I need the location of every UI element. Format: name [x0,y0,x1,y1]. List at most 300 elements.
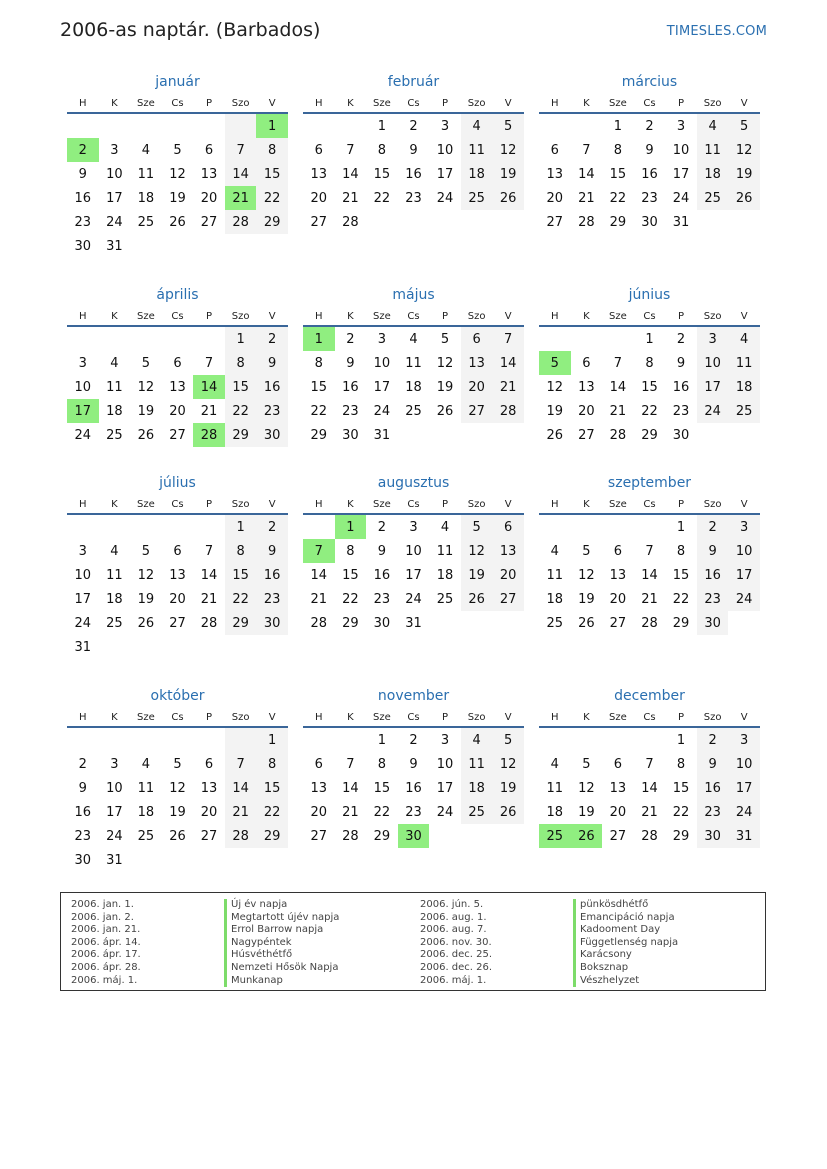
day-cell: 14 [641,567,658,583]
day-cell: 24 [436,190,454,206]
weekday-label: Sze [137,98,155,109]
day-cell: 2 [409,118,418,134]
empty-day-cell [193,114,225,138]
legend-date: 2006. ápr. 14. [71,936,141,948]
day-cell: 2 [256,327,288,351]
day-cell: 11 [405,355,422,371]
day-cell: 7 [346,756,355,772]
day-cell: 18 [697,162,729,186]
empty-day-cell [193,327,225,351]
day-cell: 13 [200,780,218,796]
day-cell: 23 [697,587,729,611]
day-cell: 26 [461,587,493,611]
day-cell: 31 [373,427,391,443]
day-cell: 4 [141,142,151,158]
day-cell: 20 [169,591,186,607]
month-name: április [156,287,199,303]
day-cell: 31 [405,615,422,631]
day-cell: 5 [173,756,182,772]
day-cell: 15 [672,567,690,583]
holiday-day-cell: 1 [335,515,367,539]
day-cell: 30 [672,427,690,443]
weekday-label: Cs [171,311,184,322]
day-cell: 26 [436,403,454,419]
day-cell: 6 [314,756,323,772]
day-cell: 12 [461,539,493,563]
legend-holiday-name: Húsvéthétfő [224,949,339,962]
empty-day-cell [162,114,194,138]
day-cell: 31 [672,214,690,230]
day-cell: 19 [436,379,454,395]
day-cell: 5 [141,543,151,559]
day-cell: 29 [373,828,391,844]
day-cell: 22 [641,403,658,419]
day-cell: 31 [74,639,92,655]
empty-day-cell [303,515,335,539]
day-cell: 19 [137,403,155,419]
day-cell: 29 [672,615,690,631]
day-cell: 20 [461,375,493,399]
day-cell: 24 [373,403,391,419]
weekday-label: V [740,98,748,109]
day-cell: 8 [314,355,323,371]
day-cell: 3 [409,519,418,535]
day-cell: 15 [609,166,627,182]
legend-holiday-name: pünkösdhétfő [573,899,678,912]
day-cell: 10 [74,567,92,583]
day-cell: 30 [641,214,658,230]
day-cell: 14 [310,567,328,583]
empty-day-cell [303,728,335,752]
day-cell: 17 [672,166,690,182]
day-cell: 18 [546,804,564,820]
day-cell: 22 [256,186,288,210]
weekday-label: V [504,712,512,723]
day-cell: 1 [613,118,623,134]
day-cell: 15 [256,162,288,186]
day-cell: 17 [405,567,422,583]
legend-holiday-name: Kadooment Day [573,924,678,937]
day-cell: 30 [74,852,92,868]
day-cell: 25 [728,399,760,423]
weekday-label: K [583,311,590,322]
empty-day-cell [602,515,634,539]
weekday-label: Sze [609,712,627,723]
day-cell: 19 [578,804,595,820]
day-cell: 16 [641,166,658,182]
day-cell: 23 [405,190,422,206]
weekday-label: K [111,98,118,109]
day-cell: 4 [141,756,151,772]
day-cell: 30 [373,615,391,631]
day-cell: 9 [256,539,288,563]
day-cell: 11 [137,166,155,182]
day-cell: 26 [137,615,155,631]
day-cell: 29 [225,423,257,447]
day-cell: 27 [461,399,493,423]
day-cell: 18 [546,591,564,607]
day-cell: 8 [676,756,686,772]
day-cell: 11 [436,543,454,559]
weekday-label: P [442,499,449,510]
legend-holiday-name: Karácsony [573,949,678,962]
legend-date: 2006. aug. 1. [420,911,487,923]
day-cell: 29 [672,828,690,844]
day-grid [303,728,524,848]
weekday-label: V [268,499,276,510]
empty-day-cell [162,728,194,752]
day-cell: 18 [436,567,454,583]
day-cell: 16 [256,563,288,587]
day-cell: 1 [225,327,257,351]
day-cell: 15 [373,166,391,182]
weekday-label: K [111,712,118,723]
day-cell: 7 [204,543,214,559]
legend-right-dates [420,899,492,987]
day-cell: 2 [377,519,387,535]
day-cell: 22 [256,800,288,824]
day-cell: 23 [405,804,422,820]
day-cell: 17 [697,375,729,399]
month-calendar [303,72,524,234]
day-cell: 24 [106,828,123,844]
empty-day-cell [162,327,194,351]
day-cell: 25 [461,186,493,210]
holiday-day-cell: 17 [67,399,99,423]
day-cell: 22 [225,587,257,611]
day-cell: 21 [225,800,257,824]
day-cell: 14 [342,166,359,182]
day-cell: 31 [728,824,760,848]
weekday-label: Cs [643,712,656,723]
day-cell: 4 [728,327,760,351]
day-cell: 28 [641,615,658,631]
day-cell: 6 [314,142,323,158]
weekday-label: V [504,499,512,510]
day-cell: 20 [200,804,218,820]
day-cell: 18 [106,403,123,419]
day-cell: 14 [200,567,218,583]
day-cell: 28 [641,828,658,844]
holiday-day-cell: 21 [225,186,257,210]
day-cell: 11 [546,567,564,583]
day-grid [539,728,760,848]
day-cell: 9 [377,543,387,559]
day-cell: 16 [405,780,422,796]
day-cell: 19 [169,190,186,206]
day-cell: 7 [225,138,257,162]
weekday-label: Cs [643,499,656,510]
day-cell: 7 [204,355,214,371]
day-cell: 27 [609,615,627,631]
day-cell: 10 [436,756,454,772]
holiday-day-cell: 2 [67,138,99,162]
day-cell: 2 [346,331,355,347]
weekday-label: H [551,311,559,322]
day-cell: 12 [169,780,186,796]
weekday-label: K [347,98,354,109]
day-cell: 25 [106,427,123,443]
day-cell: 23 [672,403,690,419]
weekday-header [539,96,760,114]
day-cell: 17 [373,379,391,395]
day-cell: 7 [645,756,654,772]
day-cell: 11 [461,138,493,162]
weekday-label: P [206,499,213,510]
day-cell: 2 [697,728,729,752]
month-calendar [67,473,288,659]
month-calendar [303,285,524,447]
day-cell: 26 [728,186,760,210]
weekday-label: Szo [703,98,722,109]
day-cell: 25 [546,615,564,631]
empty-day-cell [130,114,162,138]
weekday-label: P [206,98,213,109]
day-cell: 31 [106,238,123,254]
empty-day-cell [67,515,99,539]
weekday-label: V [268,712,276,723]
holiday-day-cell: 5 [539,351,571,375]
day-cell: 29 [256,824,288,848]
day-cell: 17 [436,166,454,182]
weekday-label: Sze [137,311,155,322]
day-cell: 27 [578,427,595,443]
empty-day-cell [225,728,257,752]
brand-link[interactable]: TIMESLES.COM [666,24,767,39]
day-cell: 25 [137,828,155,844]
day-cell: 29 [641,427,658,443]
weekday-label: Cs [171,499,184,510]
day-cell: 13 [200,166,218,182]
day-cell: 17 [74,591,92,607]
day-cell: 22 [672,591,690,607]
day-cell: 6 [613,543,623,559]
legend-date: 2006. máj. 1. [420,974,487,986]
day-cell: 19 [578,591,595,607]
day-cell: 14 [342,780,359,796]
day-cell: 12 [578,780,595,796]
day-cell: 18 [137,804,155,820]
day-cell: 28 [200,615,218,631]
day-cell: 5 [440,331,450,347]
empty-day-cell [225,114,257,138]
empty-day-cell [539,515,571,539]
empty-day-cell [130,327,162,351]
day-cell: 11 [106,379,123,395]
day-cell: 11 [546,780,564,796]
weekday-label: V [504,311,512,322]
day-cell: 11 [137,780,155,796]
day-cell: 9 [697,539,729,563]
legend-date: 2006. ápr. 17. [71,949,141,961]
day-cell: 25 [436,591,454,607]
day-cell: 28 [342,828,359,844]
day-cell: 1 [676,732,686,748]
day-cell: 18 [461,162,493,186]
day-cell: 19 [546,403,564,419]
month-name: július [159,475,196,491]
holiday-day-cell: 28 [193,423,225,447]
day-cell: 27 [492,587,524,611]
weekday-label: Szo [231,98,250,109]
day-cell: 28 [225,210,257,234]
day-cell: 5 [141,355,151,371]
holiday-day-cell: 25 [539,824,571,848]
day-cell: 7 [582,142,591,158]
month-calendar [67,72,288,258]
day-cell: 20 [200,190,218,206]
weekday-label: V [740,499,748,510]
day-grid [303,515,524,635]
day-cell: 26 [169,828,186,844]
day-cell: 20 [578,403,595,419]
day-cell: 9 [78,166,87,182]
day-cell: 17 [106,190,123,206]
day-cell: 14 [609,379,627,395]
legend-holiday-name: Nagypéntek [224,937,339,950]
day-cell: 19 [137,591,155,607]
legend-date: 2006. máj. 1. [71,974,138,986]
day-cell: 14 [641,780,658,796]
day-cell: 22 [225,399,257,423]
day-cell: 18 [106,591,123,607]
empty-day-cell [99,728,131,752]
day-cell: 28 [492,399,524,423]
day-cell: 7 [492,327,524,351]
day-cell: 8 [645,355,654,371]
weekday-header [67,96,288,114]
day-cell: 6 [582,355,591,371]
holiday-day-cell: 7 [303,539,335,563]
month-calendar [67,285,288,447]
day-grid [303,114,524,234]
day-grid [67,114,288,258]
day-cell: 3 [697,327,729,351]
day-cell: 15 [342,567,359,583]
day-cell: 28 [342,214,359,230]
legend-date: 2006. nov. 30. [420,936,492,948]
day-cell: 29 [256,210,288,234]
day-cell: 25 [137,214,155,230]
empty-day-cell [99,114,131,138]
day-cell: 27 [169,427,186,443]
day-cell: 28 [578,214,595,230]
weekday-label: Sze [373,311,391,322]
day-cell: 5 [582,543,591,559]
holiday-day-cell: 30 [398,824,430,848]
day-cell: 13 [578,379,595,395]
day-cell: 22 [342,591,359,607]
legend-date: 2006. jan. 2. [71,911,134,923]
empty-day-cell [571,114,603,138]
day-cell: 12 [578,567,595,583]
day-cell: 18 [137,190,155,206]
month-calendar [539,72,760,234]
day-cell: 18 [461,776,493,800]
day-cell: 24 [106,214,123,230]
day-cell: 27 [310,828,328,844]
holiday-day-cell: 26 [571,824,603,848]
day-cell: 16 [672,379,690,395]
day-cell: 1 [645,331,654,347]
legend-holiday-name: Függetlenség napja [573,937,678,950]
day-cell: 17 [436,780,454,796]
day-cell: 15 [373,780,391,796]
day-cell: 2 [645,118,654,134]
weekday-header [303,96,524,114]
day-cell: 15 [256,776,288,800]
holiday-day-cell: 14 [193,375,225,399]
day-cell: 10 [106,780,123,796]
legend-date: 2006. jan. 21. [71,924,141,936]
legend-date: 2006. dec. 25. [420,949,493,961]
weekday-label: H [79,499,87,510]
weekday-label: P [442,712,449,723]
day-cell: 6 [173,355,182,371]
month-name: október [150,688,205,704]
day-cell: 23 [373,591,391,607]
day-grid [539,114,760,234]
day-cell: 20 [492,563,524,587]
day-cell: 13 [492,539,524,563]
day-cell: 13 [609,567,627,583]
day-cell: 10 [728,539,760,563]
day-cell: 5 [492,728,524,752]
day-cell: 24 [405,591,422,607]
day-cell: 30 [342,427,359,443]
empty-day-cell [335,728,367,752]
day-cell: 8 [377,756,387,772]
day-cell: 12 [728,138,760,162]
empty-day-cell [634,728,666,752]
day-cell: 26 [169,214,186,230]
weekday-label: Cs [407,712,420,723]
month-calendar [67,686,288,872]
day-cell: 9 [697,752,729,776]
day-cell: 21 [200,591,218,607]
day-cell: 13 [546,166,564,182]
weekday-label: K [347,499,354,510]
day-cell: 3 [78,543,87,559]
day-cell: 26 [578,615,595,631]
weekday-label: Sze [609,98,627,109]
day-cell: 23 [641,190,658,206]
weekday-label: H [551,98,559,109]
day-cell: 29 [310,427,328,443]
weekday-label: Szo [703,311,722,322]
day-grid [303,327,524,447]
day-cell: 7 [225,752,257,776]
day-cell: 3 [377,331,387,347]
day-cell: 15 [672,780,690,796]
page-title: 2006-as naptár. (Barbados) [60,19,321,41]
empty-day-cell [67,327,99,351]
weekday-label: Cs [407,98,420,109]
holiday-day-cell: 1 [256,114,288,138]
day-cell: 12 [492,138,524,162]
month-calendar [539,473,760,635]
day-cell: 15 [641,379,658,395]
empty-day-cell [634,515,666,539]
day-cell: 27 [200,214,218,230]
month-name: január [155,74,200,90]
weekday-label: H [79,311,87,322]
day-cell: 3 [728,728,760,752]
empty-day-cell [193,515,225,539]
legend-holiday-name: Errol Barrow napja [224,924,339,937]
month-calendar [539,285,760,447]
day-cell: 5 [582,756,591,772]
